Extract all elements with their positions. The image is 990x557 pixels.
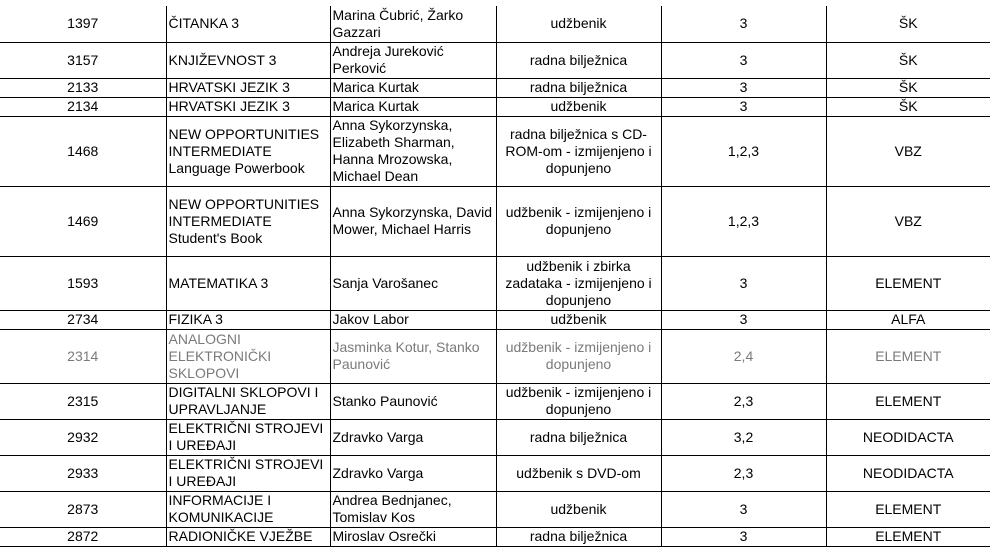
book-publisher: ŠK [826,78,990,97]
book-type: radna bilježnica [496,42,661,78]
book-publisher: ŠK [826,42,990,78]
table-row [0,78,990,97]
book-code: 1469 [0,186,166,256]
book-authors: Stanko Paunović [330,383,496,419]
book-title: ELEKTRIČNI STROJEVI I UREĐAJI [166,455,330,491]
book-title: DIGITALNI SKLOPOVI I UPRAVLJANJE [166,383,330,419]
table-row [0,256,990,310]
book-title: ANALOGNI ELEKTRONIČKI SKLOPOVI [166,329,330,383]
book-code: 2872 [0,527,166,546]
table-row [0,97,990,116]
book-type: radna bilježnica [496,419,661,455]
book-authors: Marica Kurtak [330,97,496,116]
book-title: MATEMATIKA 3 [166,256,330,310]
book-publisher: NEODIDACTA [826,419,990,455]
book-code: 2734 [0,310,166,329]
book-authors: Marina Čubrić, Žarko Gazzari [330,6,496,42]
table-row [0,186,990,256]
book-publisher: ALFA [826,310,990,329]
book-grade: 3 [661,491,826,527]
book-code: 1468 [0,116,166,186]
table-row [0,42,990,78]
book-type: udžbenik - izmijenjeno i dopunjeno [496,186,661,256]
book-authors: Sanja Varošanec [330,256,496,310]
table-row [0,419,990,455]
book-code: 2133 [0,78,166,97]
book-code: 2933 [0,455,166,491]
book-authors: Andrea Bednjanec, Tomislav Kos [330,491,496,527]
book-publisher: NEODIDACTA [826,455,990,491]
table-row [0,383,990,419]
book-title: HRVATSKI JEZIK 3 [166,78,330,97]
book-authors: Zdravko Varga [330,455,496,491]
book-type: udžbenik [496,310,661,329]
book-type: udžbenik [496,6,661,42]
textbook-table [0,6,990,547]
book-grade: 3 [661,6,826,42]
book-publisher: ELEMENT [826,256,990,310]
book-title: INFORMACIJE I KOMUNIKACIJE [166,491,330,527]
table-row [0,527,990,546]
table-row [0,455,990,491]
book-authors: Zdravko Varga [330,419,496,455]
book-authors: Marica Kurtak [330,78,496,97]
book-type: udžbenik - izmijenjeno i dopunjeno [496,329,661,383]
table-row [0,329,990,383]
book-code: 1593 [0,256,166,310]
book-grade: 3 [661,310,826,329]
table-row [0,491,990,527]
book-publisher: VBZ [826,186,990,256]
book-code: 2932 [0,419,166,455]
book-title: RADIONIČKE VJEŽBE [166,527,330,546]
book-type: udžbenik i zbirka zadataka - izmijenjeno i dopunjeno [496,256,661,310]
book-grade: 2,3 [661,383,826,419]
book-code: 1397 [0,6,166,42]
book-publisher: ELEMENT [826,491,990,527]
book-type: radna bilježnica s CD-ROM-om - izmijenjeno i dopunjeno [496,116,661,186]
textbook-table-body [0,6,990,546]
book-type: radna bilježnica [496,527,661,546]
book-code: 2134 [0,97,166,116]
book-grade: 1,2,3 [661,186,826,256]
book-authors: Jasminka Kotur, Stanko Paunović [330,329,496,383]
book-grade: 3 [661,78,826,97]
book-title: ČITANKA 3 [166,6,330,42]
book-authors: Anna Sykorzynska, David Mower, Michael Harris [330,186,496,256]
book-title: FIZIKA 3 [166,310,330,329]
table-row [0,310,990,329]
book-publisher: ŠK [826,6,990,42]
book-title: KNJIŽEVNOST 3 [166,42,330,78]
book-code: 2314 [0,329,166,383]
book-publisher: ŠK [826,97,990,116]
book-authors: Jakov Labor [330,310,496,329]
book-title: NEW OPPORTUNITIES INTERMEDIATE Language Powerbook [166,116,330,186]
book-title: NEW OPPORTUNITIES INTERMEDIATE Student's Book [166,186,330,256]
book-publisher: VBZ [826,116,990,186]
book-type: udžbenik - izmijenjeno i dopunjeno [496,383,661,419]
book-type: udžbenik [496,491,661,527]
book-code: 2873 [0,491,166,527]
book-title: ELEKTRIČNI STROJEVI I UREĐAJI [166,419,330,455]
book-publisher: ELEMENT [826,527,990,546]
book-grade: 2,3 [661,455,826,491]
book-grade: 2,4 [661,329,826,383]
table-row [0,6,990,42]
book-publisher: ELEMENT [826,383,990,419]
book-publisher: ELEMENT [826,329,990,383]
table-row [0,116,990,186]
book-grade: 3,2 [661,419,826,455]
book-authors: Andreja Jureković Perković [330,42,496,78]
book-grade: 3 [661,527,826,546]
book-code: 2315 [0,383,166,419]
book-grade: 1,2,3 [661,116,826,186]
book-type: radna bilježnica [496,78,661,97]
book-type: udžbenik s DVD-om [496,455,661,491]
book-grade: 3 [661,256,826,310]
book-type: udžbenik [496,97,661,116]
book-grade: 3 [661,42,826,78]
book-grade: 3 [661,97,826,116]
book-authors: Anna Sykorzynska, Elizabeth Sharman, Hanna Mrozowska, Michael Dean [330,116,496,186]
book-title: HRVATSKI JEZIK 3 [166,97,330,116]
book-code: 3157 [0,42,166,78]
book-authors: Miroslav Osrečki [330,527,496,546]
